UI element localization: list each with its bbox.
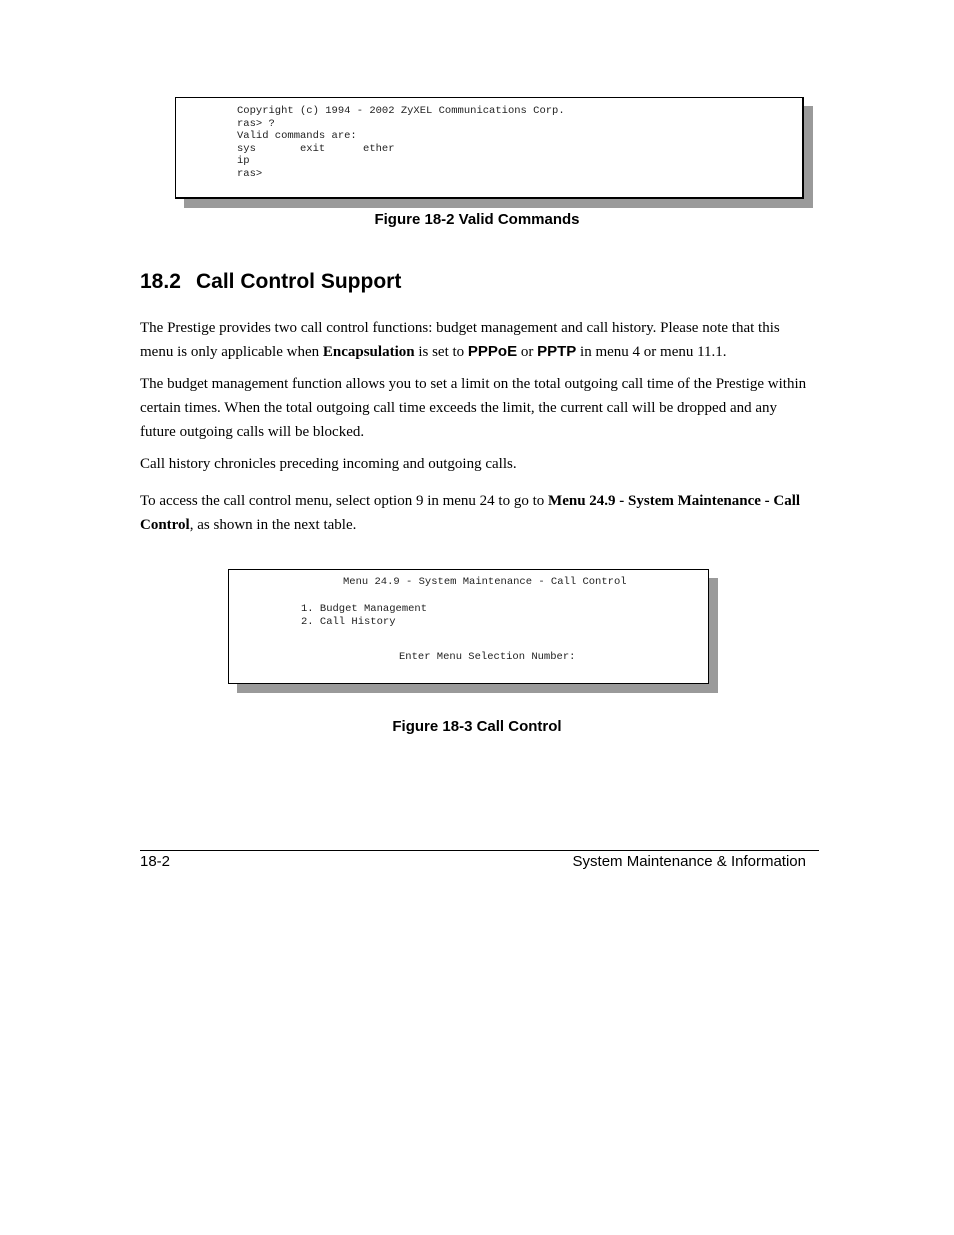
term-pptp: PPTP (537, 343, 577, 360)
chapter-title: System Maintenance & Information (572, 853, 806, 870)
paragraph-text: or (517, 344, 538, 360)
menu-prompt: Enter Menu Selection Number: (399, 651, 576, 663)
paragraph-text: The Prestige provides two call control functions: budget management and call history. Please note that this menu is only applicable when (140, 320, 780, 360)
paragraph-text: To access the call control menu, select option 9 in menu 24 to go to (140, 493, 549, 509)
footer-divider (140, 850, 819, 851)
page-number: 18-2 (140, 853, 171, 870)
paragraph-text: in menu 4 or menu 11.1. (576, 344, 727, 360)
console-output: Copyright (c) 1994 - 2002 ZyXEL Communications Corp. ras> ? Valid commands are: sys exit ether ip ras> (237, 105, 565, 180)
paragraph (140, 316, 812, 364)
menu-items: 1. Budget Management 2. Call History (301, 603, 428, 628)
menu-title: Menu 24.9 - System Maintenance - Call Control (343, 576, 627, 588)
figure-caption: Figure 18-2 Valid Commands (374, 211, 580, 228)
menu-reference: Menu 24.9 - System Maintenance - Call Control (140, 493, 801, 533)
section-title: Call Control Support (196, 270, 402, 293)
figure-caption: Figure 18-3 Call Control (392, 718, 562, 735)
section-heading (140, 270, 401, 294)
section-number: 18.2 (140, 270, 181, 293)
term-pppoe: PPPoE (467, 343, 518, 360)
paragraph-text: , as shown in the next table. (189, 517, 357, 533)
term-encapsulation: Encapsulation (322, 344, 415, 360)
console-screen-valid-commands (175, 97, 804, 199)
paragraph-text: is set to (414, 344, 468, 360)
console-screen-call-control (228, 569, 709, 684)
paragraph: The budget management function allows you to set a limit on the total outgoing call time of the Prestige within certain times. When the total outgoing call time exceeds the limit, the current call will be dropped and any future outgoing calls will be blocked. (140, 376, 807, 440)
paragraph (140, 489, 812, 537)
paragraph: Call history chronicles preceding incoming and outgoing calls. (140, 456, 517, 472)
